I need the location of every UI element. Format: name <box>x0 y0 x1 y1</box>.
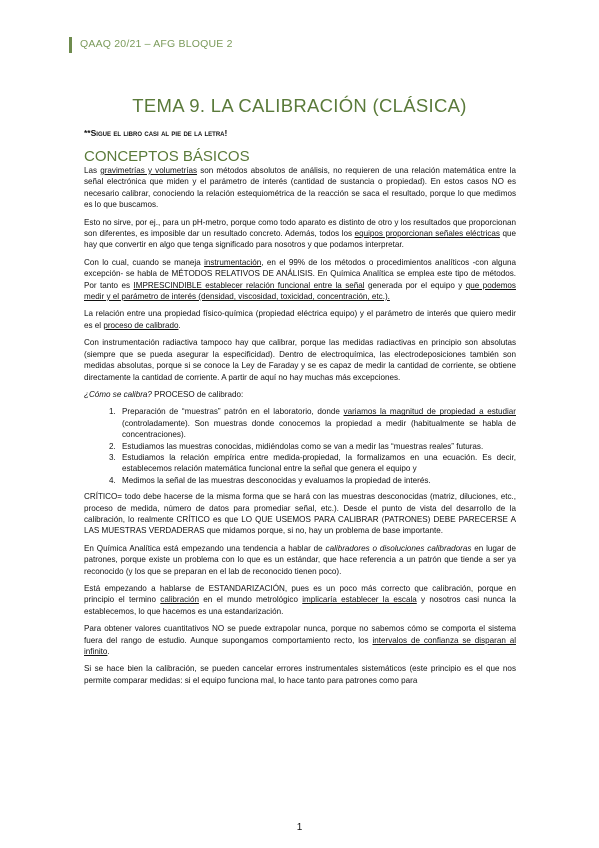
paragraph-8: En Química Analítica está empezando una tendencia a hablar de calibradores o disoluciones calibradoras en lugar de patrones, porque existe un problema con lo que es un estándar, que hace referencia a un patrón que tiende a ser ya reconocido (y los que se preparan en el lab de reconocido tienen poco). <box>84 543 517 576</box>
running-header: QAAQ 20/21 – AFG BLOQUE 2 <box>80 38 233 50</box>
header-accent-bar <box>69 37 72 53</box>
list-item: 3. Estudiamos la relación empírica entre medida-propiedad, la formalizamos en una ecuación. Es decir, establecemos relación matemática funcional entre la señal que genera el equipo y <box>118 452 516 475</box>
section-heading: CONCEPTOS BÁSICOS <box>84 148 250 165</box>
page-number: 1 <box>296 822 303 833</box>
paragraph-11: Si se hace bien la calibración, se pueden cancelar errores instrumentales sistemáticos (este principio es el que nos permite comparar medidas: si el equipo funciona mal, lo hace tanto para patrones como para <box>84 664 516 685</box>
paragraph-4: La relación entre una propiedad físico-química (propiedad eléctrica equipo) y el parámetro de interés que quiero medir es el proceso de calibrado. <box>84 309 516 330</box>
paragraph-7: CRÍTICO= todo debe hacerse de la misma forma que se hará con las muestras desconocidas (matriz, diluciones, etc., proceso de medida, número de datos para promediar señal, etc.). Desde el punto de vista del desarrollo de la calibración, lo realmente CRÍTICO es que LO QUE USEMOS PARA CALIBRAR (PATRONES) DEBE PARECERSE A LAS MUESTRAS VERDADERAS que midamos porque, si no, hay un problema de base importante. <box>84 492 516 536</box>
list-item: 2. Estudiamos las muestras conocidas, midiéndolas como se van a medir las “muestras reales” futuras. <box>118 441 516 452</box>
paragraph-1: Las gravimetrías y volumetrías son métodos absolutos de análisis, no requieren de una relación matemática entre la señal electrónica que miden y el parámetro de interés (cantidad de sustancia o propiedad). En estos casos NO es necesario calibrar, conociendo la relación estequiométrica de la reacción se saca el resultado, porque lo que medimos es lo que buscamos. <box>84 166 516 210</box>
paragraph-6: ¿Cómo se calibra? PROCESO de calibrado: <box>84 389 244 399</box>
paragraph-3: Con lo cual, cuando se maneja instrumentación, en el 99% de los métodos o procedimientos analíticos -con alguna excepción- se habla de MÉTODOS RELATIVOS DE ANÁLISIS. En Química Analítica se emplea este tipo de métodos. Por tanto es IMPRESCINDIBLE establecer relación funcional entre la señal generada por el equipo y que podemos medir y el parámetro de interés (densidad, viscosidad, toxicidad, concentración, etc.). <box>84 257 516 302</box>
author-note: **Sigue el libro casi al pie de la letra! <box>84 128 228 138</box>
paragraph-10: Para obtener valores cuantitativos NO se puede extrapolar nunca, porque no sabemos cómo se comporta el sistema fuera del rango de estudio. Aunque supongamos comportamiento recto, los intervalos de confianza se disparan al infinito. <box>84 624 516 657</box>
body-text <box>84 165 516 692</box>
list-item: 4. Medimos la señal de las muestras desconocidas y evaluamos la propiedad de interés. <box>118 475 516 486</box>
list-item: 1. Preparación de “muestras” patrón en el laboratorio, donde variamos la magnitud de propiedad a estudiar (controladamente). Son muestras donde conocemos la propiedad a medir (habitualmente se habla de concentraciones). <box>118 406 516 440</box>
paragraph-5: Con instrumentación radiactiva tampoco hay que calibrar, porque las medidas radiactivas en principio son absolutas (siempre que se pueda asegurar la especificidad). Dentro de electroquímica, las electrodeposiciones también son medidas absolutas, porque si se conoce la Ley de Faraday y se es capaz de medir la cantidad de corriente, se obtiene directamente la cantidad de corriente. A partir de aquí no hay muchas más excepciones. <box>84 338 516 382</box>
paragraph-9: Está empezando a hablarse de ESTANDARIZACIÓN, pues es un poco más correcto que calibración, porque en principio el termino calibración en el mundo metrológico implicaría establecer la escala y nosotros casi nunca la establecemos, lo que hacemos es una estandarización. <box>84 584 516 616</box>
calibration-steps-list <box>84 406 516 486</box>
paragraph-2: Esto no sirve, por ej., para un pH-metro, porque como todo aparato es distinto de otro y los resultados que proporcionan son diferentes, es imposible dar un resultado concreto. Además, todos los equipos proporcionan señales eléctricas que hay que convertir en algo que tenga significado para nosotros y que podamos interpretar. <box>84 217 516 250</box>
chapter-title: TEMA 9. LA CALIBRACIÓN (CLÁSICA) <box>132 95 467 116</box>
